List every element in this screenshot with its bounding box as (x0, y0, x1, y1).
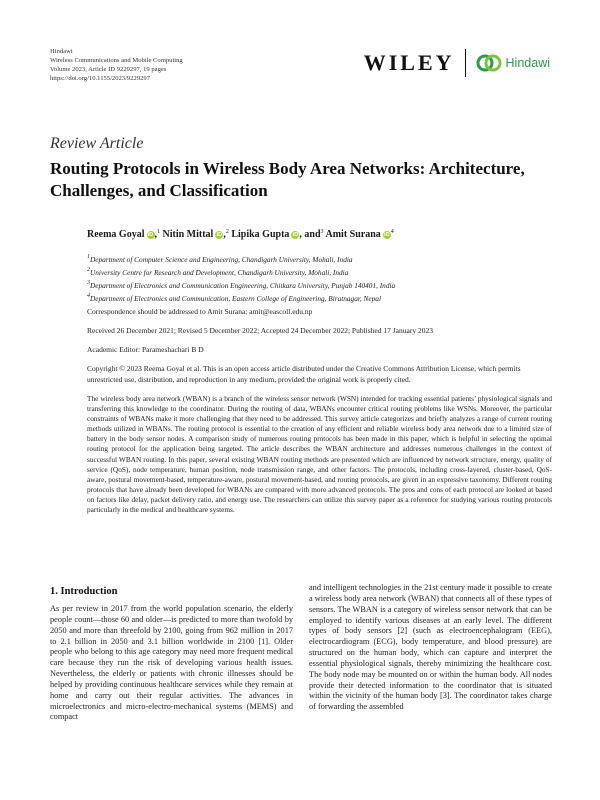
author-separator: , and (299, 229, 321, 240)
affiliation-mark: 2 (87, 267, 90, 273)
orcid-icon[interactable]: iD (216, 232, 223, 238)
author-name: Reema Goyal (87, 229, 145, 240)
logo-divider (465, 49, 466, 77)
hindawi-wordmark: Hindawi (505, 56, 550, 70)
orcid-icon[interactable]: iD (292, 232, 299, 238)
article-title: Routing Protocols in Wireless Body Area Networks: Architecture, Challenges, and Classification (50, 159, 525, 200)
affiliation-item (87, 278, 395, 291)
body-column-right: and intelligent technologies in the 21st century made it possible to create a wireless body area network (WBAN) that connects all of these types of sensors. The WBAN is a category of wireless sensor network that can be employed to identify various diseases at an early level. The different types of body sensors [2] (such as electroencephalogram (EEG), electrocardiogram (ECG), body temperature, and blood pressure) are structured on the human body, which can capture and interpret the essential physiological signals, thereby minimizing the healthcare cost. The body node may be mounted on or within the human body. All nodes provide their detected information to the coordinator that is situated within the vicinity of the human body [3]. The coordinator takes charge of forwarding the assembled (309, 583, 552, 712)
author-affiliation-mark: 4 (390, 229, 394, 235)
affiliation-text: Department of Electronics and Communication, Eastern College of Engineering, Biratnagar, Nepal (90, 294, 381, 303)
orcid-icon[interactable]: iD (147, 232, 154, 238)
abstract-text: The wireless body area network (WBAN) is a branch of the wireless sensor network (WSN) intended for tracking essential patients’ physiological signals and transferring this knowledge to the coordinator. During the routing of data, WBANs encounter critical routing problems like WSNs. Moreover, the particular constraints of WBANs make it more challenging that they need to be addressed. This survey article categorizes and briefly analyzes a range of current routing methods utilized in WBANs. The routing protocol is essential to the creation of any efficient and reliable wireless body area network due to a limited size of battery in the body sensor nodes. A comparison study of numerous routing protocols has been made in this paper, which is helpful in selecting the optimal routing protocol for the application being targeted. The article describes the WBAN architecture and addresses numerous challenges in the context of successful WBAN routing. In this paper, several existing WBAN routing methods are presented which are influenced by network structure, energy, quality of service (QoS), node temperature, human position, node transmission range, and other factors. The protocols, including cross-layered, cluster-based, QoS-aware, postural movement-based, temperature-aware, postural movement-based, and routing protocols, are given in an expressive taxonomy. Different routing protocols that have already been developed for WBANs are compared with more advanced protocols. The pros and cons of each protocol are looked at based on factors like delay, packet delivery ratio, and energy use. The researchers can utilize this survey paper as a reference for studying various routing protocols particularly in the medical and healthcare systems. (87, 394, 552, 515)
publisher-logos (364, 48, 550, 78)
affiliation-item (87, 265, 395, 278)
author-separator: , (223, 229, 226, 240)
volume-info: Volume 2023, Article ID 9229297, 19 pages (50, 66, 167, 73)
section-heading-introduction: 1. Introduction (50, 586, 118, 597)
author-affiliation-mark: 1 (157, 229, 160, 235)
affiliation-item (87, 252, 395, 265)
journal-name: Wireless Communications and Mobile Computing (50, 57, 183, 64)
author-name: Lipika Gupta (231, 229, 290, 240)
hindawi-logo (476, 53, 550, 73)
affiliation-mark: 1 (87, 254, 90, 260)
affiliation-mark: 3 (87, 280, 90, 286)
affiliation-text: Department of Electronics and Communication Engineering, Chitkara University, Punjab 140401, India (90, 281, 396, 290)
affiliation-list (87, 252, 395, 304)
journal-meta (50, 47, 183, 83)
copyright-notice: Copyright © 2023 Reema Goyal et al. This is an open access article distributed under the Creative Commons Attribution License, which permits unrestricted use, distribution, and reproduction in any medium, provided the original work is properly cited. (87, 364, 521, 384)
affiliation-mark: 4 (87, 293, 90, 299)
affiliation-text: Department of Computer Science and Engineering, Chandigarh University, Mohali, India (90, 255, 353, 264)
body-column-left: As per review in 2017 from the world population scenario, the elderly people count—those 60 and older—is predicted to more than twofold by 2050 and more than threefold by 2100, going from 962 million in 2017 to 2.1 billion in 2050 and 3.1 billion worldwide in 2100 [1]. Older people who belong to this age category may need more frequent medical care because they run the risk of developing various health issues. Nevertheless, the elderly or patients with chronic illnesses should be helped by providing continuous healthcare services while they remain at home and carry out their regular activities. The advances in microelectronics and micro-electro-mechanical systems (MEMS) and compact (50, 604, 293, 722)
orcid-icon[interactable]: iD (384, 232, 390, 238)
author-affiliation-mark: 3 (320, 229, 324, 235)
doi-link[interactable]: https://doi.org/10.1155/2023/9229297 (50, 75, 151, 82)
affiliation-text: University Centre for Research and Development, Chandigarh University, Mohali, India (90, 268, 349, 277)
article-type: Review Article (50, 135, 144, 152)
wiley-logo: WILEY (363, 50, 455, 75)
author-list (87, 229, 394, 240)
author-affiliation-mark: 2 (225, 229, 229, 235)
academic-editor: Academic Editor: Parameshachari B D (87, 345, 204, 354)
dates-line: Received 26 December 2021; Revised 5 December 2022; Accepted 24 December 2022; Published 17 January 2023 (87, 326, 433, 335)
affiliation-item (87, 291, 395, 304)
author-name: Nitin Mittal (162, 229, 214, 240)
correspondence-line: Correspondence should be addressed to Amit Surana; amit@eascoll.edu.np (87, 307, 313, 316)
author-separator: , (154, 229, 157, 240)
publisher-name: Hindawi (50, 48, 73, 55)
author-name: Amit Surana (325, 229, 381, 240)
hindawi-rings-icon (476, 53, 502, 73)
